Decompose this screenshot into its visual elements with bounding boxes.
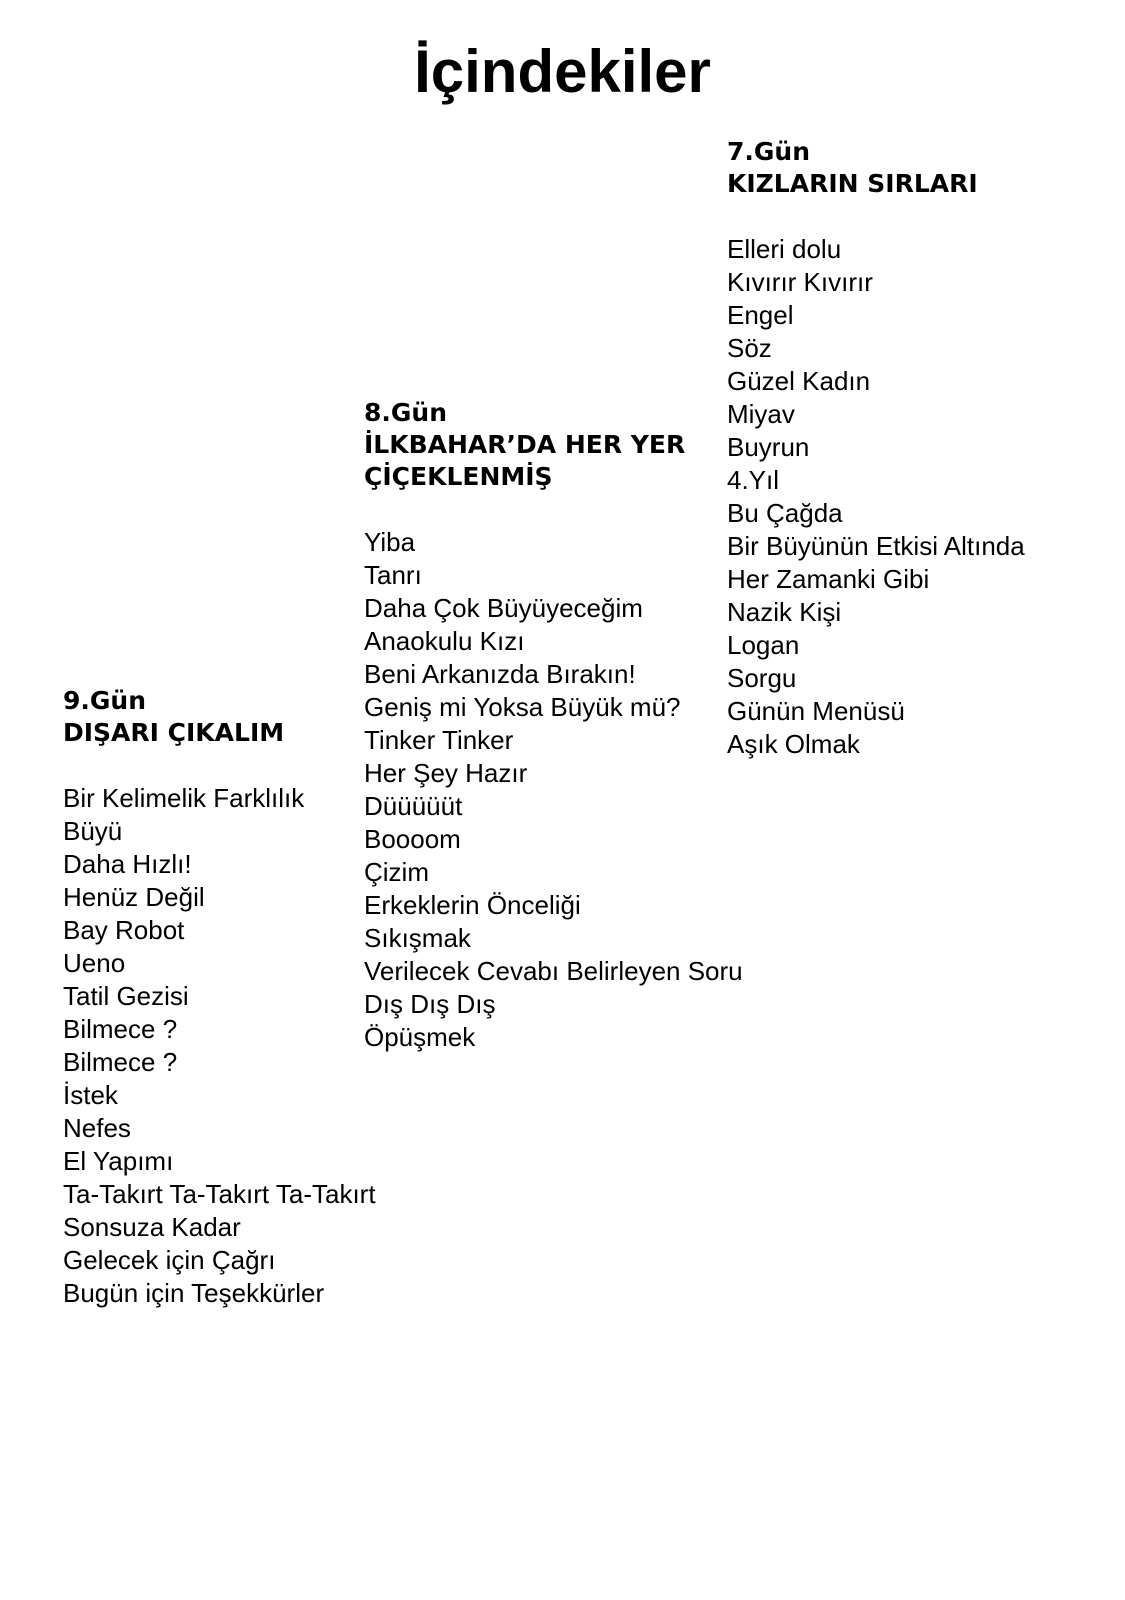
chapter-entry: Yiba [364,527,416,557]
chapter-entry: Beni Arkanızda Bırakın! [364,659,636,689]
section-title: İLKBAHAR’DA HER YER [364,430,686,459]
chapter-entry: Geniş mi Yoksa Büyük mü? [364,692,681,722]
chapter-entry: Nazik Kişi [727,597,842,627]
section-heading [63,685,376,749]
chapter-entry: Daha Çok Büyüyeceğim [364,593,643,623]
chapter-entry: Güzel Kadın [727,366,871,396]
chapter-entry: Boooom [364,824,461,854]
chapter-entry: Nefes [63,1113,131,1143]
chapter-entry: Verilecek Cevabı Belirleyen Soru [364,956,743,986]
chapter-entry: Ta-Takırt Ta-Takırt Ta-Takırt [63,1179,376,1209]
chapter-entry: Düüüüüt [364,791,463,821]
chapter-entry: Büyü [63,816,123,846]
chapter-entry: Dış Dış Dış [364,989,496,1019]
chapter-entry: Erkeklerin Önceliği [364,890,581,920]
chapter-entry: Her Şey Hazır [364,758,528,788]
chapter-entry: Tinker Tinker [364,725,514,755]
day-label: 8.Gün [364,398,448,427]
chapter-entry: Tatil Gezisi [63,981,189,1011]
chapter-entry: El Yapımı [63,1146,174,1176]
chapter-entry: Sıkışmak [364,923,471,953]
chapter-entry: Çizim [364,857,429,887]
chapter-entry: Bu Çağda [727,498,843,528]
chapter-entry: Engel [727,300,794,330]
chapter-entry: Bilmece ? [63,1014,178,1044]
chapter-entry: Logan [727,630,800,660]
section-heading [364,397,743,493]
chapter-entry: Aşık Olmak [727,729,860,759]
section-title-line-2: ÇİÇEKLENMİŞ [364,462,553,491]
chapter-entry: Söz [727,333,772,363]
chapter-entry: Gelecek için Çağrı [63,1245,276,1275]
chapter-entry: Elleri dolu [727,234,842,264]
chapter-entry: 4.Yıl [727,465,780,495]
toc-column-day-7 [727,136,1025,761]
chapter-entry: Her Zamanki Gibi [727,564,930,594]
chapter-entry: Kıvırır Kıvırır [727,267,873,297]
chapter-list [364,526,743,1054]
chapter-entry: Bugün için Teşekkürler [63,1278,325,1308]
chapter-entry: Daha Hızlı! [63,849,192,879]
chapter-entry: Tanrı [364,560,422,590]
day-label: 9.Gün [63,686,147,715]
chapter-list [727,233,1025,761]
chapter-entry: Buyrun [727,432,810,462]
toc-column-day-8 [364,397,743,1054]
chapter-entry: Günün Menüsü [727,696,905,726]
page-title: İçindekiler [414,38,711,105]
toc-column-day-9 [63,685,376,1310]
chapter-entry: Ueno [63,948,126,978]
chapter-entry: Henüz Değil [63,882,205,912]
section-heading [727,136,1025,200]
chapter-entry: Bir Büyünün Etkisi Altında [727,531,1025,561]
section-title: KIZLARIN SIRLARI [727,169,978,198]
chapter-entry: Sonsuza Kadar [63,1212,241,1242]
chapter-entry: Bir Kelimelik Farklılık [63,783,305,813]
chapter-entry: İstek [63,1080,118,1110]
chapter-entry: Sorgu [727,663,797,693]
day-label: 7.Gün [727,137,811,166]
chapter-entry: Bay Robot [63,915,185,945]
chapter-entry: Anaokulu Kızı [364,626,525,656]
chapter-entry: Öpüşmek [364,1022,476,1052]
chapter-list [63,782,376,1310]
chapter-entry: Miyav [727,399,795,429]
section-title: DIŞARI ÇIKALIM [63,718,285,747]
chapter-entry: Bilmece ? [63,1047,178,1077]
